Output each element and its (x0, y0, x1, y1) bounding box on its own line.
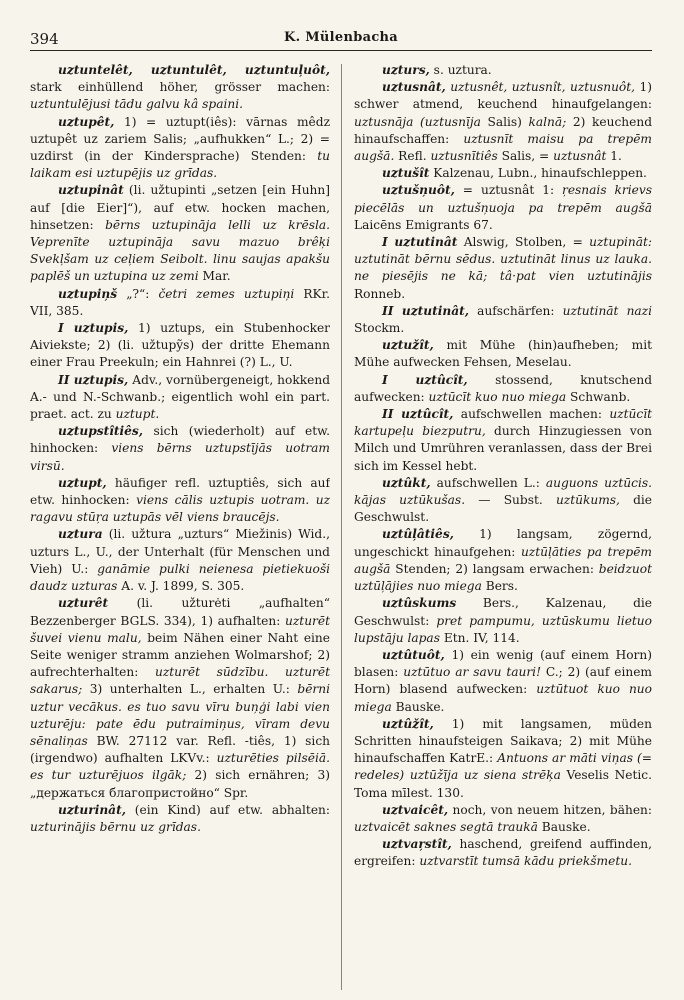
headword: uztusnât, (382, 80, 446, 95)
dictionary-entry (354, 595, 652, 647)
definition-text: BW. 27112 var. Refl. -tiês, 1) sich (irgendwo) aufhalten LKVv.: (30, 733, 330, 766)
headword: uztûļâtiês, (382, 527, 454, 542)
definition-text: — Subst. (465, 493, 556, 508)
definition-text: Ronneb. (354, 286, 406, 301)
example-text: ganāmie pulki neienesa pietiekuoši daudz uzturas (30, 561, 330, 594)
example-text: uztvarstīt tumsā kādu priekšmetu. (419, 854, 632, 869)
example-text: uztūļāties pa trepēm augšā (354, 544, 652, 576)
definition-text: stossend, knutschend aufwecken: (354, 372, 652, 404)
definition-text: noch, von neuem hitzen, bähen: (448, 802, 652, 817)
headword: uztupiņš (58, 286, 118, 301)
headword: II uztupis, (58, 372, 129, 387)
definition-text: RKr. VII, 385. (30, 286, 330, 318)
headword: uztûtuôt, (382, 647, 445, 662)
example-text: beidzuot uztūļājies nuo miega (354, 561, 652, 594)
definition-text: Veselis Netic. Toma mīlest. 130. (354, 768, 652, 800)
running-title: K. Mülenbacha (283, 30, 399, 45)
definition-text: (li. užturėti „aufhalten“ Bezzenberger BGLS. 334), 1) aufhalten: (30, 596, 330, 628)
definition-text: die Geschwulst. (354, 493, 652, 525)
definition-text: Schwanb. (566, 389, 631, 404)
definition-text: Alswig, Stolben, = (457, 235, 590, 250)
dictionary-entry (30, 526, 330, 595)
dictionary-entry (30, 802, 330, 836)
dictionary-entry (354, 526, 652, 595)
definition-text: 2) keuchend hinaufschaffen: (354, 114, 652, 146)
dictionary-entry (30, 475, 330, 527)
definition-text: (li. užtura „uzturs“ Miežinis) Wid., uzturs L., U., der Unterhalt (für Menschen und Vieh) U.: (30, 527, 330, 576)
dictionary-entry (354, 79, 652, 165)
headword: uzturs, (382, 63, 430, 77)
example-text: uztūtuo ar savu tauri! (403, 665, 541, 680)
definition-text: häufiger refl. uztuptiês, sich auf etw. hinhocken: (30, 475, 330, 508)
definition-text: Bers., Kalzenau, die Geschwulst: (354, 596, 652, 628)
headword: uztuntelêt, uztuntulêt, uztuntuļuôt, (58, 63, 330, 77)
example-text: uztupt. (115, 407, 160, 422)
example-text: viens cālis uztupis uotram. uz ragavu stūŗa uztupās vēl viens braucējs. (30, 493, 330, 525)
definition-text: sich (wiederholt) auf etw. hinhocken: (30, 424, 330, 456)
example-text: uztusnīt maisu pa trepēm augšā. (354, 131, 652, 164)
dictionary-entry (354, 372, 652, 406)
dictionary-entry (354, 647, 652, 716)
definition-text: = uztusnât 1: (454, 183, 563, 198)
dictionary-entry (30, 423, 330, 475)
headword: II uztûcît, (382, 407, 454, 422)
definition-text: aufschärfen: (469, 303, 563, 318)
dictionary-entry (354, 406, 652, 475)
example-text: uztūkums, (555, 493, 620, 508)
example-text: pret pampumu, uztūskumu lietuo lupstāju lapas (354, 613, 652, 645)
dictionary-entry (30, 286, 330, 320)
dictionary-entry (354, 165, 652, 182)
example-text: uztusnât (553, 149, 607, 164)
definition-text: Mar. (198, 269, 231, 284)
example-text: uztutināt nazi (562, 303, 652, 318)
definition-text: durch Hinzugiessen von Milch und Umrühren veranlassen, dass der Brei sich im Kessel hebt. (354, 424, 652, 473)
dictionary-entry (354, 234, 652, 303)
right-column (354, 62, 652, 992)
headword: uztušît (382, 166, 430, 181)
definition-text: Salis) (480, 114, 529, 129)
definition-text: (li. užtupinti „setzen [ein Huhn] auf [die Eier]“), auf etw. hocken machen, hinsetzen: (30, 183, 330, 232)
example-text: uztūcīt kartupeļu biezputru, (354, 407, 652, 439)
example-text: uztvaicēt saknes segtā traukā (354, 819, 538, 834)
definition-text: aufschwellen machen: (453, 407, 610, 422)
headword: uztušņuôt, (382, 183, 455, 198)
headword: I uztûcît, (382, 372, 468, 387)
definition-text: 1) ein wenig (auf einem Horn) blasen: (354, 647, 652, 680)
dictionary-entry (354, 62, 652, 79)
definition-text: 1) uztups, ein Stubenhocker Aiviekste; 2) (li. užtupỹs) der dritte Ehemann einer Frau Preekuln; ein Hahnrei (?) L., U. (30, 321, 330, 370)
dictionary-entry (354, 303, 652, 337)
column-divider (341, 64, 342, 990)
headword: uztûskums (382, 596, 457, 611)
definition-text: haschend, greifend auffinden, ergreifen: (354, 837, 652, 869)
headword: I uztupis, (58, 321, 129, 336)
dictionary-entry (30, 320, 330, 372)
example-text: uztuntulējusi tādu galvu kâ spaini. (30, 97, 244, 112)
definition-text: C.; 2) (auf einem Horn) blasend aufwecken: (354, 665, 652, 697)
example-text: uzturēt sūdzību. uzturēt sakarus; (30, 665, 330, 697)
headword: uztura (58, 527, 103, 542)
definition-text: Stenden; 2) langsam erwachen: (390, 561, 599, 576)
headword: uztupêt, (58, 114, 115, 129)
definition-text: 3) unterhalten L., erhalten U.: (82, 682, 298, 697)
example-text: kalnā; (528, 114, 567, 129)
example-text: uztūcīt kuo nuo miega (428, 389, 567, 404)
example-text: tu laikam esi uztupējis uz grīdas. (30, 149, 330, 181)
definition-text: 2) sich ernähren; 3) „держаться благопристойно“ Spr. (30, 768, 330, 800)
definition-text: mit Mühe (hin)aufheben; mit Mühe aufwecken Fehsen, Meselau. (354, 338, 652, 370)
dictionary-entry (30, 182, 330, 285)
example-text: uzturinājis bērnu uz grīdas. (30, 819, 201, 834)
definition-text: Bers. (481, 579, 518, 594)
definition-text: Salis, = (497, 149, 554, 164)
definition-text: 1) schwer atmend, keuchend hinaufgelangen: (354, 80, 652, 112)
definition-text: Etn. IV, 114. (439, 630, 520, 645)
headword: uztupt, (58, 475, 107, 490)
example-text: bērni uztur vecākus. es tuo savu vīru buņģi labi vien uzturēju: pate ēdu putraimiņus, vīram devu sēnaliņas (30, 682, 330, 748)
definition-text: Adv., vornübergeneigt, hokkend A.- und N.-Schwanb.; eigentlich wohl ein part. praet. act. zu (30, 372, 330, 422)
definition-text: 1) = uztupt(iês): vārnas mêdz uztupêt uz zariem Salis; „aufhukken“ L.; 2) = uzdirst (in der Kindersprache) Stenden: (30, 114, 330, 164)
definition-text: aufschwellen L.: (430, 475, 546, 490)
example-text: uztusnêt, uztusnît, uztusnuôt, (450, 80, 636, 95)
definition-text: beim Nähen einer Naht eine Seite weniger stramm anziehen Wolmarshof; 2) aufrechterhalten: (30, 630, 330, 680)
dictionary-entry (354, 337, 652, 371)
headword: II uztutinât, (382, 303, 470, 318)
page-header (30, 28, 652, 51)
definition-text: 1) mit langsamen, müden Schritten hinaufsteigen Saikava; 2) mit Mühe hinaufschaffen KatrE.: (354, 716, 652, 766)
headword: uztupstîtiês, (58, 424, 144, 439)
definition-text: Kalzenau, Lubn., hinaufschleppen. (429, 166, 647, 181)
example-text: uztupināt: uztutināt bērnu sēdus. uztutināt linus uz lauka. ne piesējis ne kā; tâ·pat vien uztutinājis (354, 235, 652, 284)
dictionary-entry (354, 716, 652, 802)
headword: uztupinât (58, 183, 124, 198)
definition-text: „?“: (117, 286, 159, 301)
example-text: bērns uztupināja lelli uz krēsla. Veprenīte uztupināja savu mazuo brêķi Svekļšam uz ceļiem Seibolt. linu saujas apakšu paplēš un uztupina uz zemi (30, 217, 330, 284)
definition-text: Laicēns Emigrants 67. (354, 217, 493, 232)
headword: uztvaicêt, (382, 802, 449, 817)
example-text: uztusnītiês (430, 149, 498, 164)
example-text: četri zemes uztupiņi (158, 286, 295, 301)
definition-text: 1. (606, 149, 622, 164)
dictionary-entry (30, 114, 330, 183)
dictionary-entry (30, 62, 330, 114)
left-column (30, 62, 330, 992)
dictionary-entry (354, 475, 652, 527)
definition-text: Refl. (394, 149, 431, 164)
example-text: uzturēt šuvei vienu malu, (30, 613, 330, 645)
definition-text: Bauske. (537, 819, 591, 834)
definition-text: stark einhüllend höher, grösser machen: (30, 80, 330, 95)
page-number: 394 (30, 30, 59, 48)
headword: uztûkt, (382, 475, 431, 490)
example-text: ŗesnais krievs piecēlās un uztušņuoja pa trepēm augšā (354, 183, 652, 215)
headword: uztûžît, (382, 716, 434, 731)
dictionary-entry (354, 836, 652, 870)
example-text: auguons uztūcis. kājas uztūkušas. (354, 475, 652, 508)
headword: uztužît, (382, 338, 434, 353)
headword: uzturinât, (58, 802, 126, 817)
example-text: uzturēties pilsēiā. es tur uzturējuos ilgāk; (30, 751, 330, 783)
definition-text: 1) langsam, zögernd, ungeschickt hinaufgehen: (354, 527, 652, 559)
headword: I uztutinât (382, 235, 458, 250)
headword: uztvaŗstît, (382, 837, 452, 852)
dictionary-entry (30, 595, 330, 801)
definition-text: Stockm. (354, 321, 405, 336)
definition-text: (ein Kind) auf etw. abhalten: (125, 802, 330, 817)
dictionary-entry (30, 372, 330, 424)
example-text: viens bērns uztupstījās uotram virsū. (30, 441, 330, 473)
dictionary-entry (354, 182, 652, 234)
dictionary-entry (354, 802, 652, 836)
definition-text: Bauske. (391, 699, 445, 714)
headword: uzturêt (58, 596, 109, 611)
example-text: uztūtuot kuo nuo miega (354, 682, 652, 714)
definition-text: s. uztura. (429, 63, 492, 77)
example-text: uztusnāja (uztusnīja (354, 114, 481, 129)
example-text: Antuons ar māti viņas (= redeles) uztūžīja uz siena strēķa (354, 751, 652, 783)
definition-text: A. v. J. 1899, S. 305. (117, 579, 245, 594)
